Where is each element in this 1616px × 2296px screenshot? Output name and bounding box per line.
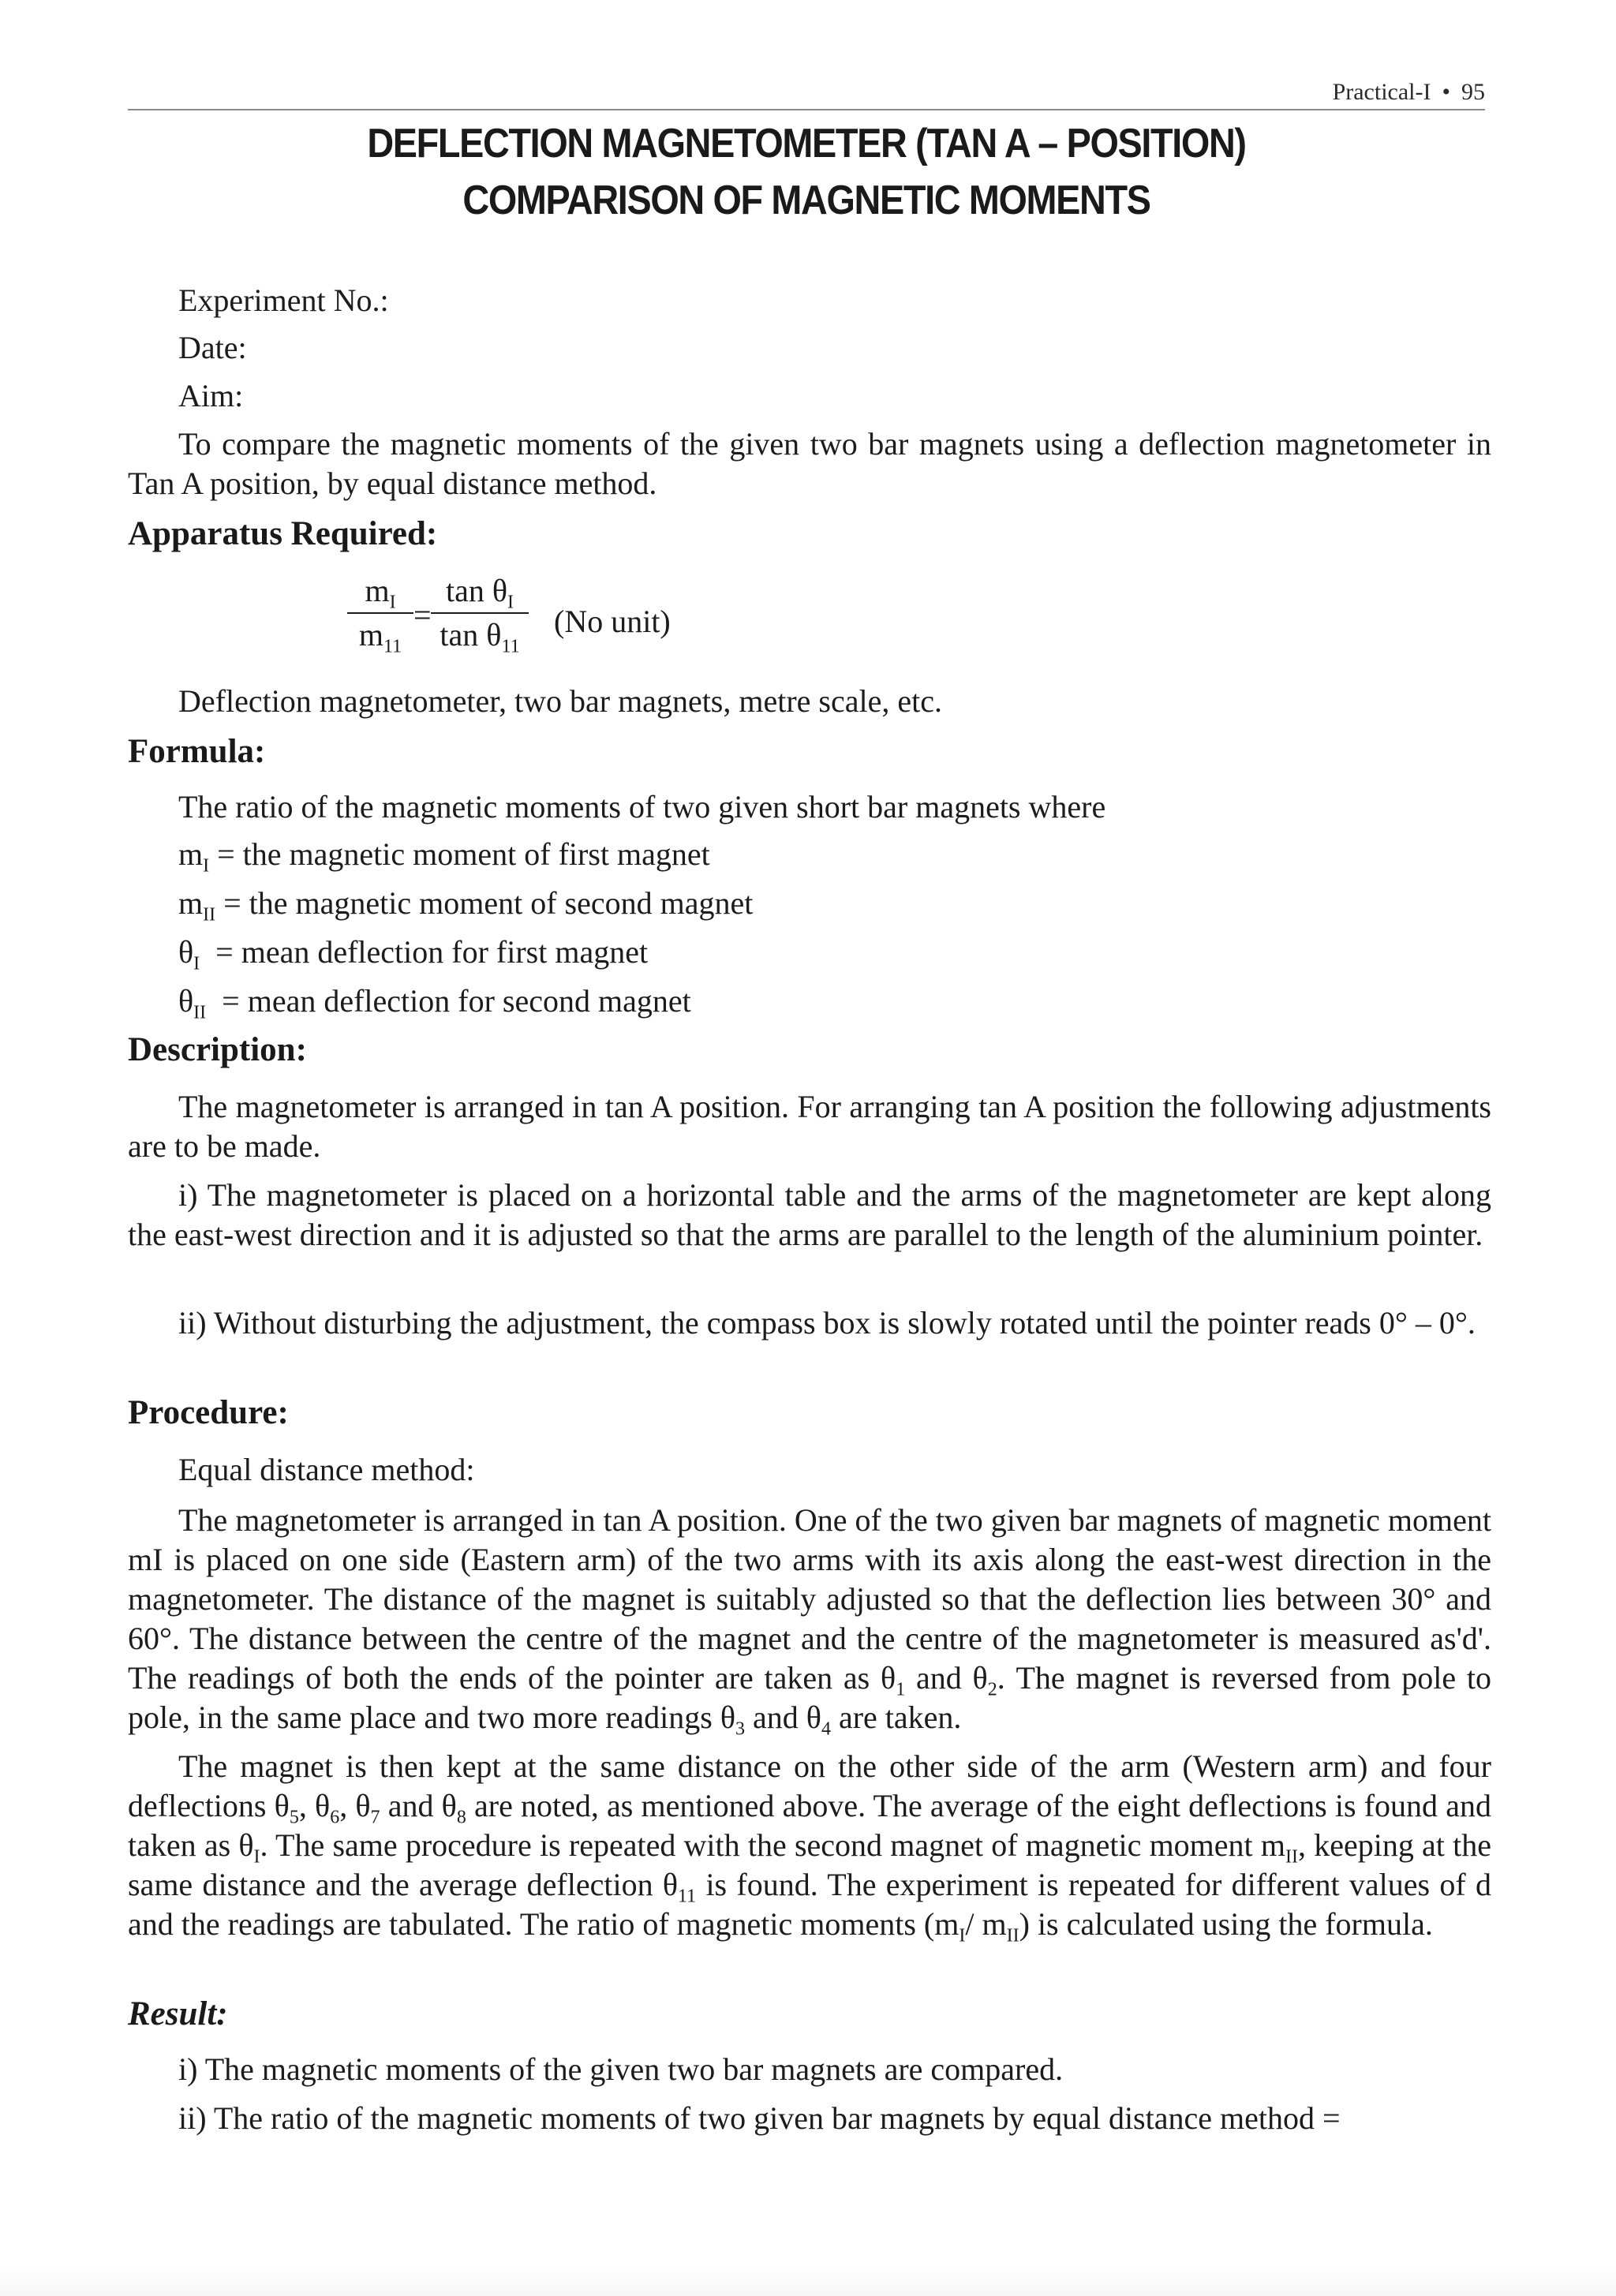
formula-heading: Formula:: [128, 733, 266, 770]
apparatus-text: Deflection magnetometer, two bar magnets, metre scale, etc.: [178, 683, 942, 719]
ratio-formula: [347, 571, 821, 669]
formula-item-m2: $m_{II}$ = the magnetic moment of second magnet: [178, 885, 754, 926]
formula-item-theta1: $\theta_I$ = mean deflection for first magnet: [178, 934, 649, 974]
page-title-line1: DEFLECTION MAGNETOMETER (TAN A – POSITION): [367, 121, 1246, 166]
experiment-no-label: Experiment No.:: [178, 282, 389, 318]
moment-fraction: $m_I$ $m_{11}$: [347, 571, 413, 655]
procedure-heading: Procedure:: [128, 1394, 289, 1431]
procedure-paragraph-2: The magnet is then kept at the same distance on the other side of the arm (Western arm) and four deflections $\theta_5$, $\theta_6$, $\theta_7$ and $\theta_8$ are noted, as mentioned above. The average of the eight deflections is found and taken as $\theta_I$. The same procedure is repeated with the second magnet of magnetic moment $m_{II}$, keeping at the same distance and the average deflection $\theta_{11}$ is found. The experiment is repeated for different values of d and the readings are tabulated. The ratio of magnetic moments ($m_I/$ $m_{II}$) is calculated using the formula.: [128, 1748, 1492, 1946]
description-heading: Description:: [128, 1031, 307, 1068]
running-title: Practical-I: [1332, 79, 1431, 105]
description-paragraph-3: ii) Without disturbing the adjustment, the compass box is slowly rotated until the pointer reads 0° – 0°.: [178, 1305, 1476, 1341]
formula-intro: The ratio of the magnetic moments of two given short bar magnets where: [178, 789, 1106, 825]
description-paragraph-2: i) The magnetometer is placed on a horizontal table and the arms of the magnetometer are kept along the east-west direction and it is adjusted so that the arms are parallel to the length of the aluminium pointer.: [128, 1177, 1491, 1252]
formula-item-m1: $m_I$ = the magnetic moment of first magnet: [178, 836, 710, 877]
result-item-1: i) The magnetic moments of the given two bar magnets are compared.: [178, 2051, 1064, 2087]
formula-item-theta2: $\theta_{II}$ = mean deflection for second magnet: [178, 983, 691, 1023]
page-title-line2: COMPARISON OF MAGNETIC MOMENTS: [462, 178, 1150, 223]
formula-unit: (No unit): [554, 604, 671, 639]
date-label: Date:: [178, 330, 247, 365]
aim-label: Aim:: [178, 378, 244, 413]
page-number: 95: [1461, 79, 1485, 105]
description-paragraph-1: The magnetometer is arranged in tan A position. For arranging tan A position the following adjustments are to be made.: [128, 1089, 1491, 1164]
page-bottom-shade: [0, 2264, 1616, 2296]
equals-sign: =: [413, 597, 432, 633]
tangent-fraction: $\tan \theta_I$ $\tan \theta_{11}$: [431, 571, 529, 655]
procedure-method: Equal distance method:: [178, 1452, 475, 1487]
procedure-paragraph-1: The magnetometer is arranged in tan A position. One of the two given bar magnets of magnetic moment mI is placed on one side (Eastern arm) of the two arms with its axis along the east-west direction in the magnetometer. The distance of the magnet is suitably adjusted so that the deflection lies between 30° and 60°. The distance between the centre of the magnet and the centre of the magnetometer is measured as'd'. The readings of both the ends of the pointer are taken as $\theta_1$ and $\theta_2$. The magnet is reversed from pole to pole, in the same place and two more readings $\theta_3$ and $\theta_4$ are taken.: [128, 1502, 1492, 1740]
header-bullet: •: [1442, 79, 1450, 105]
aim-text: To compare the magnetic moments of the given two bar magnets using a deflection magnetometer in Tan A position, by equal distance method.: [128, 426, 1491, 501]
running-header-text: [1333, 79, 1485, 106]
result-heading: Result:: [128, 1995, 228, 2032]
result-item-2: ii) The ratio of the magnetic moments of two given bar magnets by equal distance method =: [178, 2100, 1341, 2136]
running-header: [128, 76, 1485, 110]
apparatus-heading: Apparatus Required:: [128, 515, 438, 552]
